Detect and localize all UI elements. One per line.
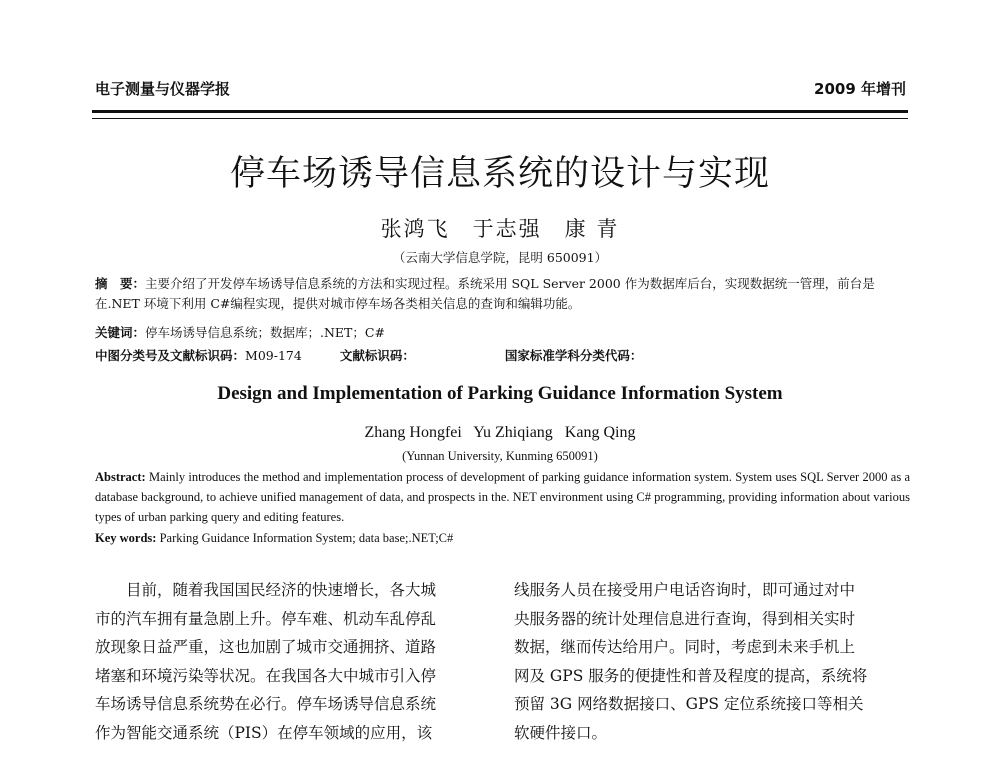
body-line: 预留 3G 网络数据接口、GPS 定位系统接口等相关 [514, 695, 864, 714]
clc-value: M09-174 [245, 348, 302, 363]
keywords-cn-label: 关键词： [95, 325, 146, 340]
keywords-en [95, 528, 910, 548]
body-line: 央服务器的统计处理信息进行查询，得到相关实时 [514, 609, 856, 628]
abstract-en-text: Mainly introduces the method and implementation process of development of parking guidance information system. System uses SQL Server 2000 as a database background, to achieve unified management of data, and prospects in the. NET environment using C# programming, providing information about various types of urban parking query and editing features. [95, 470, 911, 524]
authors-cn: 张鸿飞 于志强 康 青 [380, 217, 620, 241]
abstract-en-label: Abstract: [95, 470, 146, 484]
paper-title-en: Design and Implementation of Parking Guidance Information System [217, 383, 783, 404]
header-rule-thin [92, 118, 908, 119]
affiliation-cn: （云南大学信息学院，昆明 650091） [392, 250, 608, 265]
keywords-cn-text: 停车场诱导信息系统；数据库；.NET；C# [145, 325, 385, 340]
body-line: 数据，继而传达给用户。同时，考虑到未来手机上 [514, 638, 856, 657]
body-line: 软硬件接口。 [514, 723, 608, 742]
body-line: 市的汽车拥有量急剧上升。停车难、机动车乱停乱 [95, 609, 437, 628]
abstract-cn-label: 摘 要： [95, 276, 146, 291]
issue-label: 2009 年增刊 [814, 80, 906, 98]
body-line: 目前，随着我国国民经济的快速增长，各大城 [95, 581, 437, 599]
abstract-en [95, 467, 910, 527]
doc-code-label: 文献标识码： [339, 348, 415, 363]
journal-name: 电子测量与仪器学报 [95, 80, 231, 98]
authors-en: Zhang Hongfei Yu Zhiqiang Kang Qing [364, 424, 636, 441]
body-line: 堵塞和环境污染等状况。在我国各大中城市引入停 [95, 666, 437, 685]
abstract-cn-text: 主要介绍了开发停车场诱导信息系统的方法和实现过程。系统采用 SQL Server 2000 作为数据库后台，实现数据统一管理，前台是在.NET 环境下利用 C#编程实现，提供对城市停车场各类相关信息的查询和编辑功能。 [95, 276, 875, 311]
body-column-left [95, 576, 490, 748]
keywords-en-text: Parking Guidance Information System; data base;.NET;C# [159, 531, 454, 545]
body-line: 线服务人员在接受用户电话咨询时，即可通过对中 [514, 581, 856, 599]
body-line: 车场诱导信息系统势在必行。停车场诱导信息系统 [95, 695, 437, 714]
std-code-label: 国家标准学科分类代码： [504, 348, 643, 363]
body-column-right [514, 576, 909, 748]
paper-title-cn: 停车场诱导信息系统的设计与实现 [229, 154, 770, 194]
clc-label: 中图分类号及文献标识码： [95, 348, 246, 363]
header-rule-thick [92, 110, 908, 113]
body-line: 作为智能交通系统（PIS）在停车领域的应用，该 [95, 723, 433, 742]
abstract-cn [95, 274, 910, 314]
body-line: 网及 GPS 服务的便捷性和普及程度的提高，系统将 [514, 666, 868, 685]
classification-codes [95, 346, 910, 366]
keywords-cn [95, 323, 910, 343]
body-line: 放现象日益严重，这也加剧了城市交通拥挤、道路 [95, 638, 437, 657]
affiliation-en: (Yunnan University, Kunming 650091) [402, 449, 598, 463]
keywords-en-label: Key words: [95, 531, 157, 545]
